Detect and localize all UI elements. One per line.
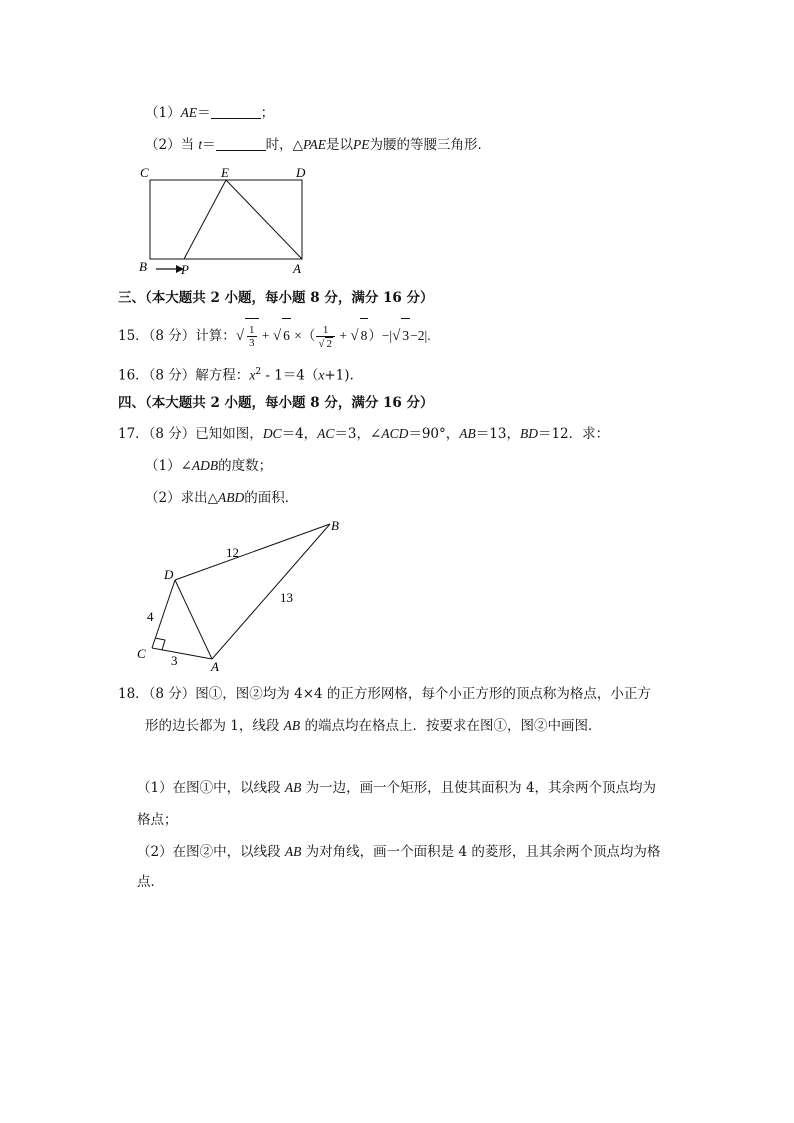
part-label: （2）当: [145, 137, 199, 153]
length-db: 12: [226, 545, 239, 560]
q16: [118, 362, 354, 386]
q17-label: 17．（8 分）已知如图，: [118, 426, 263, 442]
q18-line2: [145, 716, 601, 736]
var-ab: AB: [283, 718, 301, 733]
length-cd: 4: [147, 609, 154, 624]
text: 是以: [326, 137, 354, 153]
label-a: A: [211, 659, 219, 674]
var-ab: AB: [459, 426, 476, 441]
text: +1).: [324, 367, 354, 384]
q18-part1-cont: 格点；: [137, 812, 178, 828]
var-adb: ADB: [191, 458, 219, 473]
section-4-heading: 四、（本大题共 2 小题，每小题 8 分，满分 16 分）: [118, 395, 434, 411]
text: - 1＝4（: [261, 367, 319, 384]
frac-den: 3: [249, 337, 255, 350]
var-ae: AE: [180, 105, 198, 120]
var-dc: DC: [262, 426, 282, 441]
text: ＝12．求：: [537, 426, 610, 442]
sqrt-icon: √: [235, 328, 245, 344]
q18-line1: 18．（8 分）图①，图②均为 4×4 的正方形网格，每个小正方形的顶点称为格点，小正方: [118, 686, 651, 702]
frac-den: 2: [326, 337, 332, 350]
sqrt-3: 3: [401, 318, 410, 353]
label-e: E: [221, 165, 229, 180]
segment-ca: [152, 648, 212, 659]
paren-close: ）−|: [368, 328, 393, 343]
part-label: （2）求出△: [145, 490, 218, 506]
text: 的度数；: [218, 458, 273, 474]
right-angle-icon: [155, 638, 165, 650]
q16-label: 16．（8 分）解方程：: [118, 367, 250, 384]
times-sign: ×（: [294, 328, 316, 343]
plus-sign: +: [261, 328, 270, 343]
length-ab: 13: [280, 590, 293, 605]
q17-figure: [125, 510, 365, 675]
q18-part1: [137, 778, 656, 798]
label-c: C: [137, 646, 146, 661]
frac-1-3: [247, 324, 257, 349]
answer-blank: [216, 136, 266, 151]
text: ＝4，: [281, 426, 318, 442]
exponent: 2: [255, 367, 262, 377]
frac-num: 1: [249, 324, 255, 337]
segment-da: [175, 580, 212, 659]
text: 形的边长都为 1，线段: [145, 718, 284, 734]
q14-part2: [145, 135, 491, 155]
segment-pe: [184, 180, 226, 259]
q18-part2: [137, 842, 660, 862]
text: 的端点均在格点上．按要求在图①，图②中画图．: [300, 718, 602, 734]
text: 时，△: [265, 137, 304, 153]
sqrt-icon: √: [272, 328, 282, 344]
part-label: （1）: [145, 105, 181, 121]
punct: ；: [260, 105, 275, 121]
label-d: D: [164, 567, 174, 582]
q17-part1: [145, 456, 272, 476]
label-c: C: [140, 165, 149, 180]
frac-num: 1: [316, 324, 335, 337]
text: ＝3，∠: [334, 426, 382, 442]
var-abd: ABD: [217, 490, 245, 505]
q15-label: 15．（8 分）计算：: [118, 328, 236, 344]
answer-blank: [211, 104, 261, 119]
sqrt-icon: √: [350, 328, 359, 344]
part-label: （1）在图①中，以线段: [137, 780, 285, 796]
var-pae: PAE: [303, 137, 327, 152]
var-ab: AB: [284, 780, 302, 795]
var-pe: PE: [353, 137, 370, 152]
equals-sign: ＝: [197, 105, 211, 121]
sqrt-6: 6: [282, 318, 291, 353]
text: 为对角线，画一个面积是 4 的菱形，且其余两个顶点均为格: [301, 844, 661, 860]
q18-part2-cont: 点．: [137, 874, 164, 890]
var-ab: AB: [284, 844, 302, 859]
text: ＝13，: [475, 426, 520, 442]
text: 的面积．: [244, 490, 299, 506]
label-b: B: [139, 259, 147, 274]
segment-ea: [226, 180, 302, 259]
segment-db: [175, 524, 330, 580]
q17-stem: [118, 424, 609, 444]
var-ac: AC: [317, 426, 335, 441]
label-b: B: [331, 518, 339, 533]
text: 为一边，画一个矩形，且使其面积为 4，其余两个顶点均为: [301, 780, 657, 796]
text: 为腰的等腰三角形．: [369, 137, 492, 153]
equals-sign: ＝: [202, 137, 216, 153]
var-acd: ACD: [381, 426, 409, 441]
part-label: （2）在图②中，以线段: [137, 844, 285, 860]
var-x: x: [249, 367, 256, 383]
sqrt-icon: √: [318, 337, 325, 350]
plus-sign: +: [339, 328, 347, 343]
var-t: t: [198, 137, 203, 152]
sqrt-icon: √: [392, 328, 401, 344]
rectangle-cbad: [150, 180, 302, 259]
label-p: P: [181, 262, 189, 277]
label-d: D: [296, 165, 306, 180]
length-ca: 3: [171, 653, 178, 668]
var-bd: BD: [519, 426, 538, 441]
q17-part2: [145, 488, 298, 508]
q14-figure: [130, 160, 330, 280]
sqrt-8: 8: [360, 318, 369, 353]
part-label: （1）∠: [145, 458, 192, 474]
section-3-heading: 三、（本大题共 2 小题，每小题 8 分，满分 16 分）: [118, 290, 434, 306]
var-x: x: [318, 367, 325, 383]
label-a: A: [293, 261, 301, 276]
minus-two: −2|.: [410, 328, 431, 343]
frac-1-sqrt2: [316, 324, 335, 350]
text: ＝90°，: [408, 426, 460, 442]
q15: [118, 318, 431, 353]
q14-part1: [145, 103, 274, 123]
